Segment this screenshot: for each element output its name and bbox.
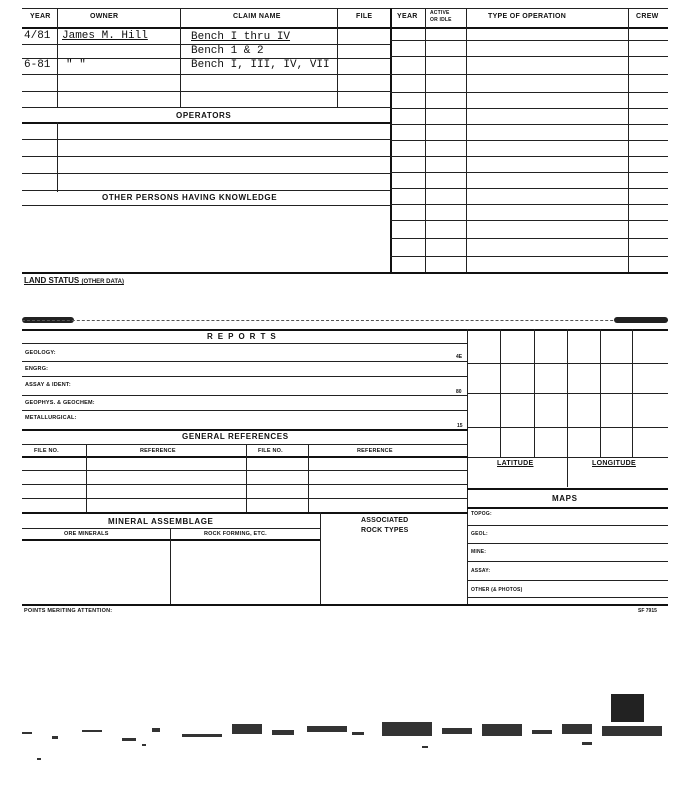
associated-rock-types-line1: ASSOCIATED [361,517,409,524]
maps-geol-label: GEOL: [471,531,488,537]
col-header-file: FILE [356,13,373,20]
owner-row-1-owner: James M. Hill [62,30,148,42]
col-header-claim-name: CLAIM NAME [233,13,281,20]
general-references-title: GENERAL REFERENCES [182,432,289,441]
scan-noise-strip [22,718,668,768]
other-persons-title: OTHER PERSONS HAVING KNOWLEDGE [102,193,278,202]
report-assay-num: 80 [456,389,462,395]
report-metallurgical-label: METALLURGICAL: [25,415,77,421]
associated-rock-types-line2: ROCK TYPES [361,527,409,534]
land-status-label [24,276,124,285]
report-assay-label: ASSAY & IDENT: [25,382,71,388]
latitude-label: LATITUDE [497,460,534,467]
col-header-owner: OWNER [90,13,119,20]
owner-row-3-year: 6-81 [24,59,51,71]
owner-row-2-claim: Bench 1 & 2 [191,45,264,57]
land-status-sub: (OTHER DATA) [81,279,124,285]
points-meriting-attention-label: POINTS MERITING ATTENTION: [24,608,113,614]
rock-forming-label: ROCK FORMING, ETC. [204,531,267,537]
owner-row-3-claim: Bench I, III, IV, VII [191,59,330,71]
genref-col-file-no-1: FILE NO. [34,448,59,454]
col-header-type-of-operation: TYPE OF OPERATION [488,13,567,20]
owner-row-3-owner: " " [66,59,86,71]
ore-minerals-label: ORE MINERALS [64,531,109,537]
maps-title: MAPS [552,494,578,503]
genref-col-file-no-2: FILE NO. [258,448,283,454]
reports-title: REPORTS [207,332,281,341]
maps-topog-label: TOPOG: [471,511,492,517]
col-header-year-2: YEAR [397,13,418,20]
mineral-assemblage-title: MINERAL ASSEMBLAGE [108,517,214,526]
col-header-year: YEAR [30,13,51,20]
genref-col-reference-1: REFERENCE [140,448,176,454]
longitude-label: LONGITUDE [592,460,636,467]
form-code: SF 7915 [638,608,657,614]
operators-title: OPERATORS [176,111,232,120]
report-geology-label: GEOLOGY: [25,350,56,356]
report-geology-num: 4E [456,354,463,360]
col-header-active-line1: ACTIVE [430,10,450,16]
owner-row-1-claim: Bench I thru IV [191,31,291,43]
owner-row-1-year: 4/81 [24,30,51,42]
maps-mine-label: MINE: [471,549,487,555]
col-header-active-line2: OR IDLE [430,17,452,23]
land-status-main: LAND STATUS [24,276,80,285]
report-engrg-label: ENGRG: [25,366,49,372]
report-geophys-label: GEOPHYS. & GEOCHEM: [25,400,95,406]
genref-col-reference-2: REFERENCE [357,448,393,454]
col-header-crew: CREW [636,13,659,20]
maps-assay-label: ASSAY: [471,568,491,574]
maps-other-label: OTHER (& PHOTOS) [471,587,523,593]
report-metallurgical-num: 15 [457,423,463,429]
